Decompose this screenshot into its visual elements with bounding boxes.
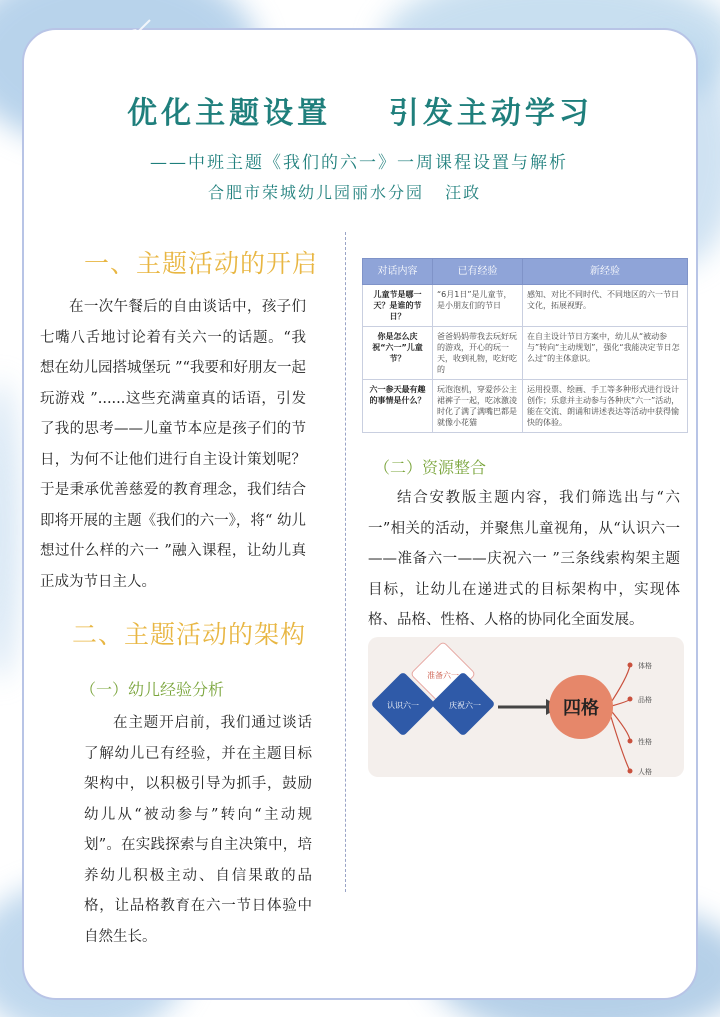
section-one-paragraph: 在一次午餐后的自由谈话中，孩子们七嘴八舌地讨论着有关六一的话题。“我想在幼儿园搭城堡玩 ”“我要和好朋友一起玩游戏 ”......这些充满童真的话语，引发了我的思考——儿童节本应是孩子们的节日，为何不让他们进行自主设计策划呢？于是秉承优善慈爱的教育理念，我们结合即将开展的主题《我们的六一》，将“ 幼儿想过什么样的六一 ”融入课程，让幼儿真正成为节日主人。	[40, 299, 306, 590]
diagram-label: 准备六一	[427, 671, 459, 680]
diagram-branch-label: 品格	[638, 696, 652, 704]
table-cell: 运用投票、绘画、手工等多种形式进行设计创作；乐意并主动参与各种庆“六一”活动，能在交流、朗诵和讲述表达等活动中获得愉快的体验。	[523, 380, 688, 433]
column-divider	[345, 232, 346, 892]
table-cell: 在自主设计节日方案中，幼儿从“被动参与”转向“主动规划”，强化“我能决定节日怎么过”的主体意识。	[523, 327, 688, 380]
section-two-heading: 二、主题活动的架构	[72, 620, 307, 649]
table-cell: 你是怎么庆祝“六一”儿童节？	[363, 327, 433, 380]
table-header: 对话内容	[363, 259, 433, 285]
page-title: 优化主题设置 引发主动学习	[127, 96, 593, 131]
subsection-resources-paragraph: 结合安教版主题内容，我们筛选出与“六一”相关的活动，并聚焦儿童视角，从“认识六一——准备六一——庆祝六一 ”三条线索构架主题目标，让幼儿在递进式的目标架构中，实现体格、品格、性格、人格的协同化全面发展。	[368, 490, 680, 628]
page-subtitle: ——中班主题《我们的六一》一周课程设置与解析	[150, 153, 568, 173]
section-one-heading: 一、主题活动的开启	[84, 249, 319, 278]
table-cell: 六一参天最有趣的事情是什么？	[363, 380, 433, 433]
table-header: 新经验	[523, 259, 688, 285]
diagram-label: 认识六一	[387, 701, 419, 710]
subsection-resources-heading: （二）资源整合	[374, 458, 487, 477]
framework-diagram	[368, 637, 684, 777]
diagram-center-label: 四格	[563, 698, 599, 719]
table-row	[363, 285, 688, 327]
subsection-experience-heading: （一）幼儿经验分析	[80, 680, 225, 699]
table-cell: 儿童节是哪一天？是谁的节日？	[363, 285, 433, 327]
experience-table	[362, 258, 688, 433]
diagram-branch-label: 体格	[638, 662, 652, 670]
table-cell: 玩泡泡机，穿爱莎公主裙裤子一起，吃冰激凌时化了满了满嘴巴都是就像小花猫	[433, 380, 523, 433]
watercolor-decoration	[0, 380, 20, 680]
diagram-label: 庆祝六一	[449, 701, 481, 710]
table-cell: 感知、对比不同时代、不同地区的六一节日文化，拓展视野。	[523, 285, 688, 327]
diagram-branch-label: 人格	[638, 768, 652, 776]
table-cell: 爸爸妈妈带我去玩好玩的游戏，开心的玩一天，收到礼物，吃好吃的	[433, 327, 523, 380]
diagram-branch-label: 性格	[638, 738, 652, 746]
table-row	[363, 380, 688, 433]
table-cell: “6月1日”是儿童节，是小朋友们的节日	[433, 285, 523, 327]
author-line: 合肥市荣城幼儿园丽水分园 汪政	[208, 183, 482, 202]
table-row	[363, 327, 688, 380]
table-header: 已有经验	[433, 259, 523, 285]
subsection-experience-paragraph: 在主题开启前，我们通过谈话了解幼儿已有经验，并在主题目标架构中，以积极引导为抓手，鼓励幼儿从“被动参与”转向“主动规划”。在实践探索与自主决策中，培养幼儿积极主动、自信果敢的品格，让品格教育在六一节日体验中自然生长。	[84, 715, 312, 945]
